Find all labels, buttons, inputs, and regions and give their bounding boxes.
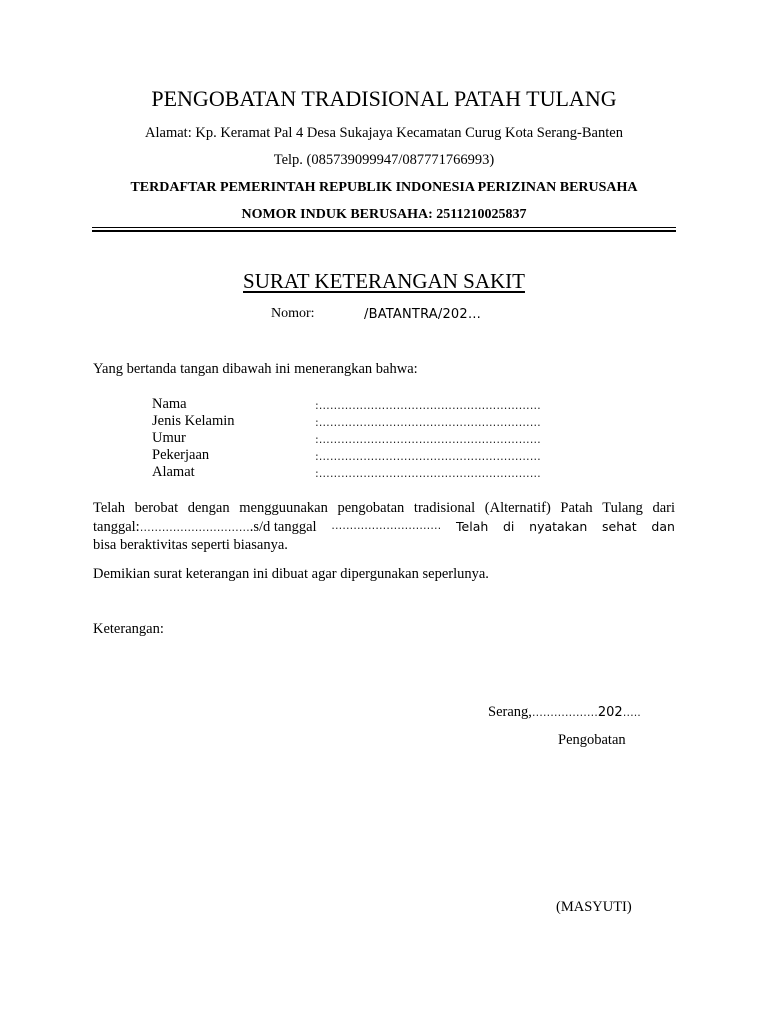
- clinic-phone: Telp. (085739099947/087771766993): [273, 152, 495, 168]
- sd-label: .s/d tanggal: [249, 519, 317, 535]
- body-word: pengobatan: [337, 500, 405, 516]
- date-range-start: [93, 519, 317, 536]
- intro-paragraph: Yang bertanda tangan dibawah ini menerangkan bahwa:: [93, 361, 418, 377]
- body-word: di: [503, 519, 515, 534]
- header-divider-thick: [92, 230, 676, 232]
- signature-place: Serang,: [488, 704, 532, 720]
- document-title: [0, 269, 768, 294]
- signature-role: Pengobatan: [558, 732, 626, 748]
- number-value: /BATANTRA/202…: [364, 307, 482, 322]
- field-label-occupation: Pekerjaan: [152, 447, 210, 463]
- field-value-gender: :……………………………………………………: [315, 416, 541, 429]
- notes-label: Keterangan:: [93, 621, 164, 637]
- field-label-gender: Jenis Kelamin: [152, 413, 235, 429]
- signature-place-date: [488, 704, 641, 721]
- body-word: Tulang: [602, 500, 643, 516]
- closing-paragraph: Demikian surat keterangan ini dibuat agar dipergunakan seperlunya.: [93, 566, 489, 582]
- body-line-2: [93, 519, 675, 536]
- header-divider-thin: [92, 227, 676, 228]
- body-word: sehat: [602, 519, 637, 534]
- body-word: mengguunakan: [239, 500, 328, 516]
- clinic-name: PENGOBATAN TRADISIONAL PATAH TULANG: [151, 86, 617, 111]
- sd-dots: …………………………: [331, 519, 442, 532]
- registration-text: TERDAFTAR PEMERINTAH REPUBLIK INDONESIA PERIZINAN BERUSAHA: [130, 180, 638, 195]
- signature-name: (MASYUTI): [556, 899, 632, 915]
- body-word: dari: [652, 500, 675, 516]
- field-label-name: Nama: [152, 396, 187, 412]
- tanggal-label: tanggal:: [93, 519, 140, 535]
- body-word: berobat: [134, 500, 179, 516]
- signature-year: 202: [597, 705, 623, 720]
- field-value-name: :……………………………………………………: [315, 399, 541, 412]
- field-value-age: :……………………………………………………: [315, 433, 541, 446]
- body-word: Telah: [93, 500, 125, 516]
- field-value-address: :……………………………………………………: [315, 467, 541, 480]
- document-title-text: SURAT KETERANGAN SAKIT: [243, 269, 525, 293]
- body-word: (Alternatif): [484, 500, 551, 516]
- body-word: nyatakan: [529, 519, 588, 534]
- body-word: tradisional: [413, 500, 476, 516]
- body-word: Patah: [560, 500, 593, 516]
- body-line-1: [93, 500, 675, 517]
- field-label-address: Alamat: [152, 464, 195, 480]
- number-label: Nomor:: [271, 306, 315, 321]
- body-word: dan: [651, 519, 675, 534]
- field-value-occupation: :……………………………………………………: [315, 450, 541, 463]
- body-word: dengan: [187, 500, 230, 516]
- business-id-number: NOMOR INDUK BERUSAHA: 2511210025837: [241, 207, 527, 222]
- signature-year-dots: …..: [622, 706, 641, 719]
- tanggal-dots: …………………………: [139, 521, 250, 534]
- body-word: Telah: [456, 519, 489, 534]
- clinic-address: Alamat: Kp. Keramat Pal 4 Desa Sukajaya Kecamatan Curug Kota Serang-Banten: [145, 125, 623, 141]
- field-label-age: Umur: [152, 430, 186, 446]
- signature-date-dots: ………………: [531, 706, 598, 719]
- body-line-3: bisa beraktivitas seperti biasanya.: [93, 537, 288, 553]
